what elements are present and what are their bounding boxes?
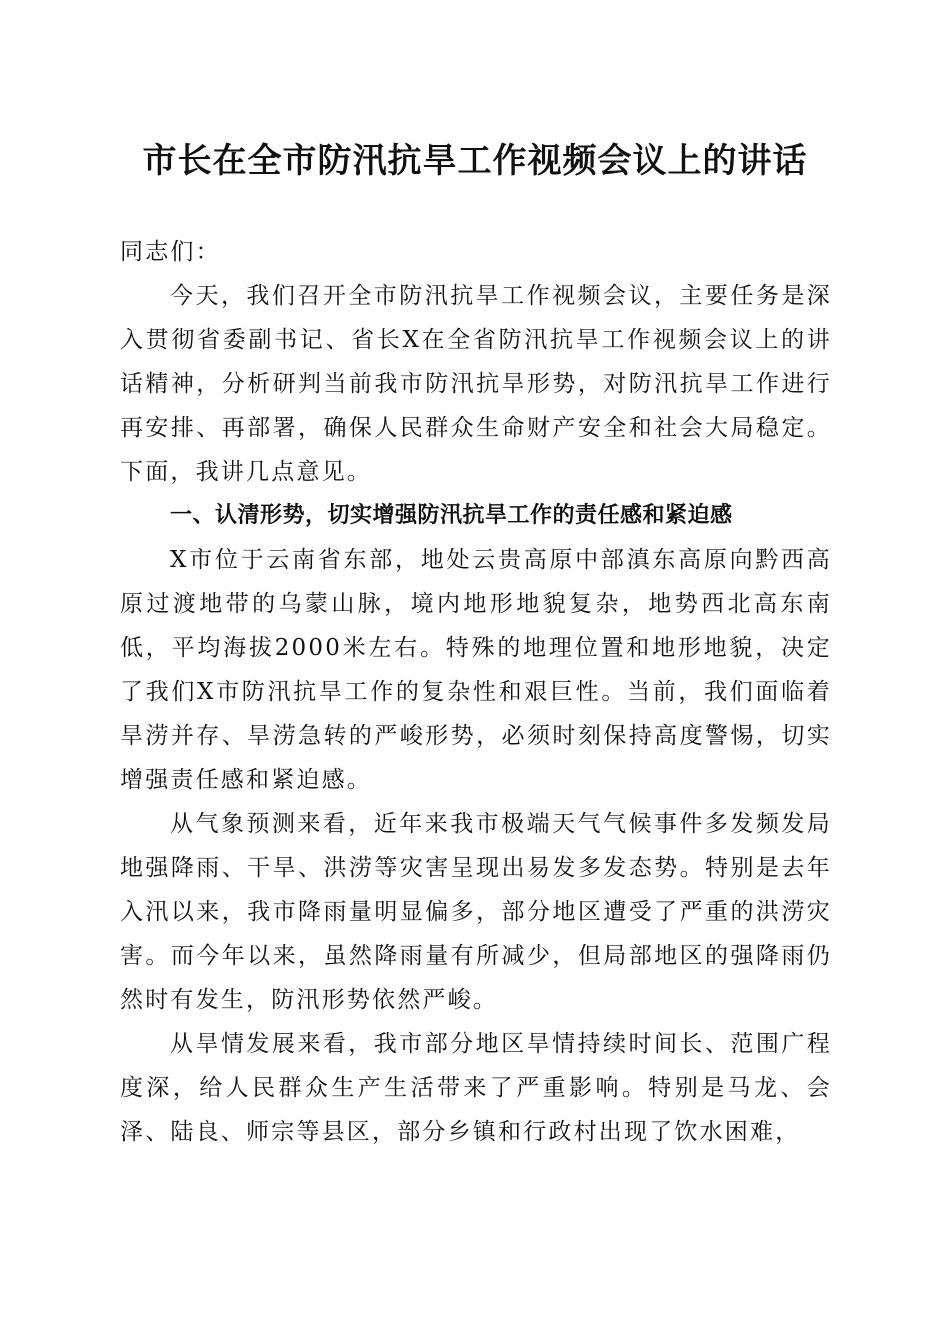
intro-paragraph: 今天，我们召开全市防汛抗旱工作视频会议，主要任务是深入贯彻省委副书记、省长X在全省防汛抗旱工作视频会议上的讲话精神，分析研判当前我市防汛抗旱形势，对防汛抗旱工作进行再安排、再部署，确保人民群众生命财产安全和社会大局稳定。下面，我讲几点意见。 [120,283,832,485]
section1-paragraph-3: 从旱情发展来看，我市部分地区旱情持续时间长、范围广程度深，给人民群众生产生活带来了严重影响。特别是马龙、会泽、陆良、师宗等县区，部分乡镇和行政村出现了饮水困难， [120,1031,832,1145]
section1-paragraph-1: X市位于云南省东部，地处云贵高原中部滇东高原向黔西高原过渡地带的乌蒙山脉，境内地形地貌复杂，地势西北高东南低，平均海拔2000米左右。特殊的地理位置和地形地貌，决定了我们X市防汛抗旱工作的复杂性和艰巨性。当前，我们面临着旱涝并存、旱涝急转的严峻形势，必须时刻保持高度警惕，切实增强责任感和紧迫感。 [120,547,832,793]
document-title: 市长在全市防汛抗旱工作视频会议上的讲话 [142,141,808,181]
salutation: 同志们： [120,239,221,265]
section-heading-1: 一、认清形势，切实增强防汛抗旱工作的责任感和紧迫感 [170,503,733,528]
document-body [120,230,832,1154]
section1-paragraph-2: 从气象预测来看，近年来我市极端天气气候事件多发频发局地强降雨、干旱、洪涝等灾害呈现出易发多发态势。特别是去年入汛以来，我市降雨量明显偏多，部分地区遭受了严重的洪涝灾害。而今年以来，虽然降雨量有所减少，但局部地区的强降雨仍然时有发生，防汛形势依然严峻。 [120,811,832,1013]
